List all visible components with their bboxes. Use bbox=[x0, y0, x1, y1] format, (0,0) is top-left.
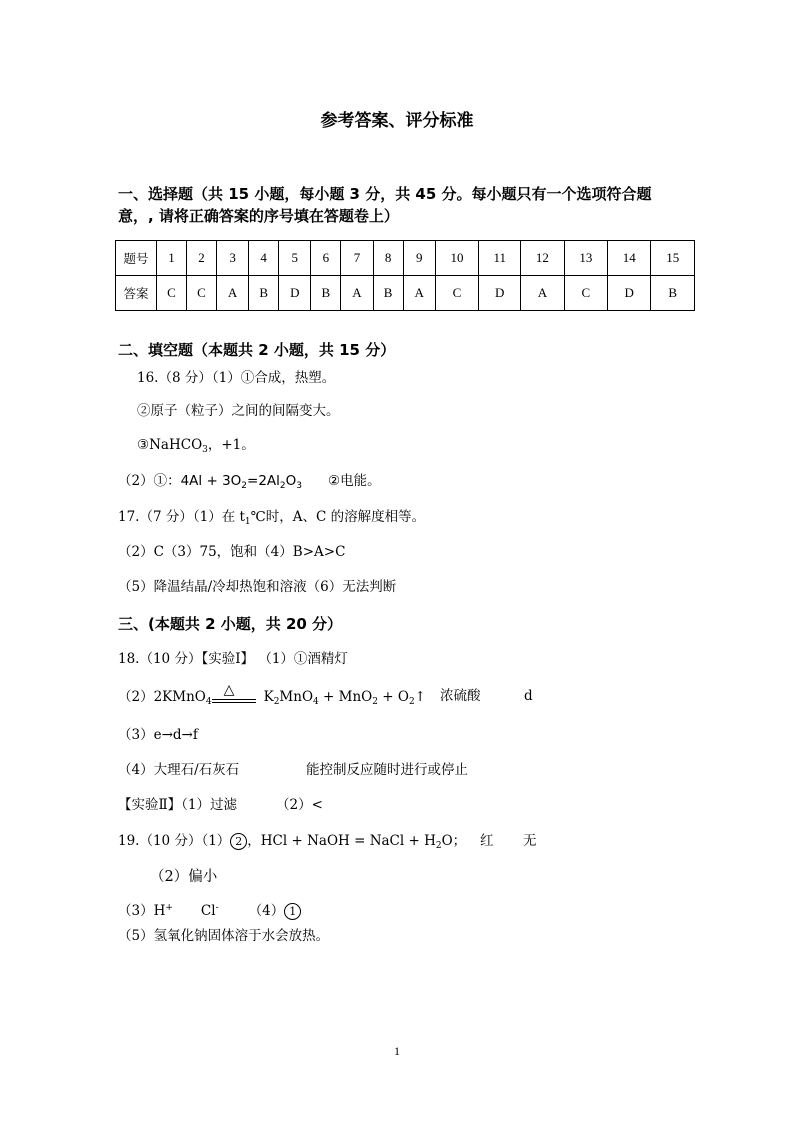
q18-line2-sub5: 2 bbox=[408, 697, 415, 707]
q16-eq-a: 4Al + 3O bbox=[180, 473, 242, 489]
table-cell-answer: B bbox=[651, 276, 695, 311]
q19-line3-a: （3）H bbox=[118, 903, 166, 919]
row-label-answer: 答案 bbox=[116, 276, 157, 311]
q17-line2: （2）C（3）75，饱和（4）B>A>C bbox=[118, 544, 346, 560]
section2-heading: 二、填空题（本题共 2 小题，共 15 分） bbox=[118, 341, 396, 359]
q18-line2-b: K bbox=[263, 689, 274, 705]
q16-eq-sub3: 3 bbox=[296, 481, 303, 491]
q16-equation bbox=[181, 473, 302, 489]
table-cell-answer: C bbox=[435, 276, 478, 311]
q18-line2-sub4: 2 bbox=[372, 697, 378, 707]
table-cell-number: 11 bbox=[479, 241, 521, 276]
table-cell-number: 9 bbox=[403, 241, 435, 276]
q18-line2-d: + MnO bbox=[318, 689, 373, 705]
q17-line1-pre: 17.（7 分）（1）在 t bbox=[118, 509, 245, 525]
table-cell-number: 12 bbox=[521, 241, 564, 276]
table-cell-answer: D bbox=[279, 276, 311, 311]
heat-triangle-icon: △ bbox=[223, 682, 235, 698]
q17-line3: （5）降温结晶/冷却热饱和溶液（6）无法判断 bbox=[118, 579, 397, 595]
q19-line3-c: （4） bbox=[248, 903, 285, 919]
q18-line5b: （2）< bbox=[276, 797, 323, 813]
section1-heading-line2: 意，, 请将正确答案的序号填在答题卷上） bbox=[118, 207, 399, 225]
q18-line2-a: （2）2KMnO bbox=[118, 689, 206, 705]
q16-eq-c: O bbox=[285, 473, 297, 489]
section3-heading: 三、(本题共 2 小题，共 20 分） bbox=[118, 615, 343, 633]
q19-line3-sup2: - bbox=[215, 903, 219, 913]
table-cell-number: 2 bbox=[186, 241, 216, 276]
q19-line1-a: 19.（10 分）（1） bbox=[118, 833, 231, 849]
q17-line1 bbox=[118, 508, 425, 531]
q19-line2: （2）偏小 bbox=[150, 869, 218, 885]
table-cell-answer: A bbox=[216, 276, 248, 311]
q19-red: 红 bbox=[480, 833, 494, 849]
q16-eq-sub1: 2 bbox=[241, 481, 248, 491]
table-cell-number: 10 bbox=[435, 241, 478, 276]
table-cell-answer: C bbox=[564, 276, 607, 311]
table-cell-number: 3 bbox=[216, 241, 248, 276]
q16-line3-post: ，+1。 bbox=[207, 437, 255, 453]
q19-line1-sub: 2 bbox=[435, 841, 442, 851]
q18-line2-sub3: 4 bbox=[313, 697, 319, 707]
circled-two: 2 bbox=[230, 833, 247, 850]
q16-eq-sub2: 2 bbox=[279, 481, 286, 491]
q18-line2-sub2: 2 bbox=[273, 697, 280, 707]
q16-line3-pre: ③NaHCO bbox=[137, 437, 203, 453]
q16-line4-post: ②电能。 bbox=[328, 473, 381, 489]
heating-condition-sign bbox=[212, 682, 256, 705]
q19-colorless: 无 bbox=[523, 833, 537, 849]
q19-line3-b: Cl bbox=[200, 903, 216, 919]
row-label-number: 题号 bbox=[116, 241, 157, 276]
q16-line4-pre: （2）①： bbox=[118, 473, 181, 489]
q18-line2-c: MnO bbox=[279, 689, 314, 705]
answer-table bbox=[115, 240, 695, 311]
table-cell-number: 14 bbox=[608, 241, 651, 276]
table-cell-number: 13 bbox=[564, 241, 607, 276]
q16-line4 bbox=[118, 472, 381, 495]
table-row-answers bbox=[116, 276, 695, 311]
table-cell-number: 4 bbox=[249, 241, 279, 276]
q19-line4: （5）氢氧化钠固体溶于水会放热。 bbox=[118, 928, 330, 944]
q17-line1-post: ℃时，A、C 的溶解度相等。 bbox=[250, 509, 426, 525]
table-cell-answer: A bbox=[521, 276, 564, 311]
circled-one: 1 bbox=[284, 903, 301, 920]
table-cell-answer: C bbox=[157, 276, 187, 311]
q19-line3 bbox=[118, 899, 301, 920]
q18-line2 bbox=[118, 682, 426, 711]
q18-line2-f: ↑ bbox=[414, 689, 426, 705]
q16-line1: 16.（8 分）（1）①合成，热塑。 bbox=[137, 370, 336, 386]
q18-port: d bbox=[524, 688, 533, 704]
table-cell-number: 15 bbox=[651, 241, 695, 276]
q19-line1 bbox=[118, 832, 466, 855]
section1-heading-line1: 一、选择题（共 15 小题，每小题 3 分，共 45 分。每小题只有一个选项符合题 bbox=[118, 185, 652, 203]
q16-line3-sub: 3 bbox=[202, 445, 208, 455]
q18-line2-e: + O bbox=[377, 689, 409, 705]
table-cell-number: 6 bbox=[311, 241, 341, 276]
q18-line2-sub1: 4 bbox=[205, 697, 212, 707]
q18-line3: （3）e→d→f bbox=[118, 727, 198, 743]
table-cell-number: 8 bbox=[373, 241, 403, 276]
q18-line4a: （4）大理石/石灰石 bbox=[118, 762, 240, 778]
table-cell-number: 1 bbox=[157, 241, 187, 276]
table-cell-number: 7 bbox=[341, 241, 373, 276]
q17-line1-sub: 1 bbox=[244, 517, 251, 527]
page-title: 参考答案、评分标准 bbox=[320, 111, 474, 131]
page-number: 1 bbox=[394, 1044, 400, 1058]
q16-line3 bbox=[137, 436, 255, 459]
q19-line1-b: ，HCl + NaOH = NaCl + H bbox=[247, 833, 436, 849]
table-cell-number: 5 bbox=[279, 241, 311, 276]
q18-line4b: 能控制反应随时进行或停止 bbox=[306, 762, 468, 778]
q18-acid: 浓硫酸 bbox=[440, 688, 481, 704]
q18-line5a: 【实验Ⅱ】（1）过滤 bbox=[118, 797, 238, 813]
table-cell-answer: A bbox=[341, 276, 373, 311]
table-cell-answer: B bbox=[249, 276, 279, 311]
table-cell-answer: A bbox=[403, 276, 435, 311]
q16-line2: ②原子（粒子）之间的间隔变大。 bbox=[137, 403, 340, 419]
table-row-numbers bbox=[116, 241, 695, 276]
q19-line3-sup1: + bbox=[165, 903, 173, 913]
table-cell-answer: B bbox=[373, 276, 403, 311]
table-cell-answer: D bbox=[479, 276, 521, 311]
q16-eq-b: =2Al bbox=[247, 473, 280, 489]
table-cell-answer: D bbox=[608, 276, 651, 311]
q19-line1-c: O； bbox=[441, 833, 467, 849]
q18-line1: 18.（10 分）【实验Ⅰ】 （1）①酒精灯 bbox=[118, 651, 348, 667]
table-cell-answer: C bbox=[186, 276, 216, 311]
table-cell-answer: B bbox=[311, 276, 341, 311]
